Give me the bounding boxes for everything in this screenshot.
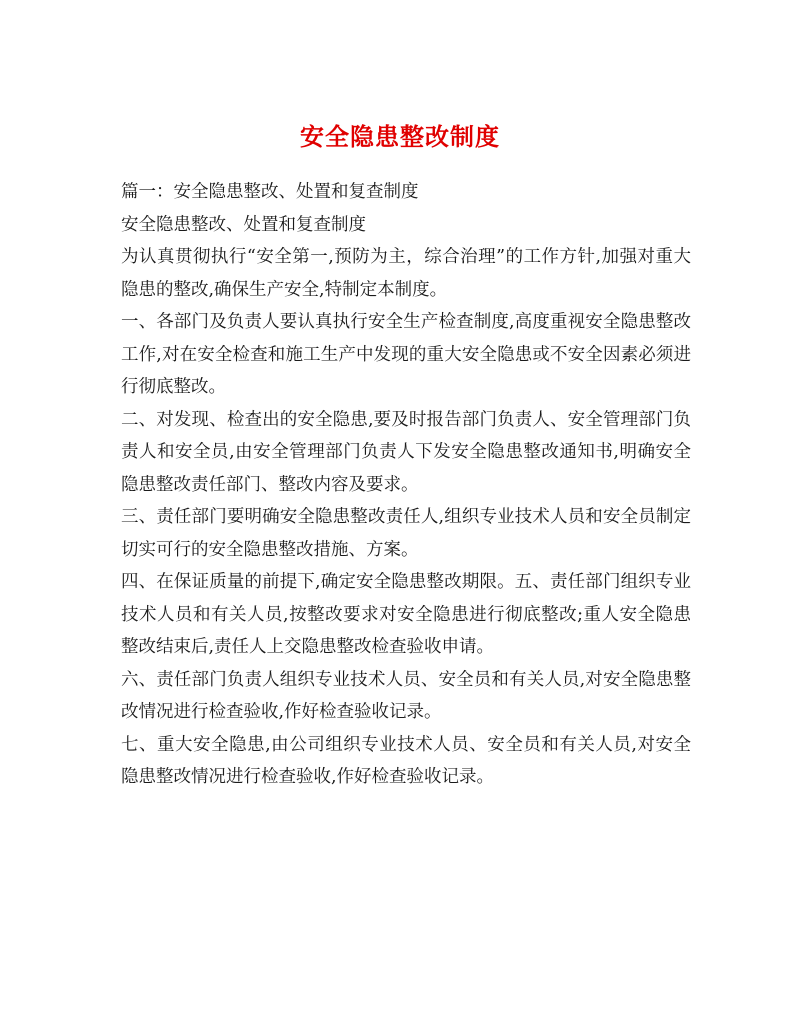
clause-4-5: 四、在保证质量的前提下,确定安全隐患整改期限。五、责任部门组织专业技术人员和有关人员,按整改要求对安全隐患进行彻底整改;重人安全隐患整改结束后,责任人上交隐患整改检查验收申请。 (121, 572, 691, 657)
clause-6: 六、责任部门负责人组织专业技术人员、安全员和有关人员,对安全隐患整改情况进行检查验收,作好检查验收记录。 (121, 669, 691, 722)
intro-paragraph: 为认真贯彻执行“安全第一,预防为主，综合治理”的工作方针,加强对重大隐患的整改,确保生产安全,特制定本制度。 (121, 247, 691, 300)
document-body (121, 176, 691, 794)
clause-2: 二、对发现、检查出的安全隐患,要及时报告部门负责人、安全管理部门负责人和安全员,由安全管理部门负责人下发安全隐患整改通知书,明确安全隐患整改责任部门、整改内容及要求。 (121, 409, 691, 495)
subtitle: 安全隐患整改、处置和复查制度 (121, 214, 366, 235)
section-heading: 篇一：安全隐患整改、处置和复查制度 (121, 182, 419, 202)
clause-7: 七、重大安全隐患,由公司组织专业技术人员、安全员和有关人员,对安全隐患整改情况进行检查验收,作好检查验收记录。 (121, 734, 691, 787)
clause-1: 一、各部门及负责人要认真执行安全生产检查制度,高度重视安全隐患整改工作,对在安全检查和施工生产中发现的重大安全隐患或不安全因素必须进行彻底整改。 (121, 312, 691, 397)
document-title: 安全隐患整改制度 (300, 122, 500, 152)
clause-3: 三、责任部门要明确安全隐患整改责任人,组织专业技术人员和安全员制定切实可行的安全隐患整改措施、方案。 (121, 507, 691, 560)
